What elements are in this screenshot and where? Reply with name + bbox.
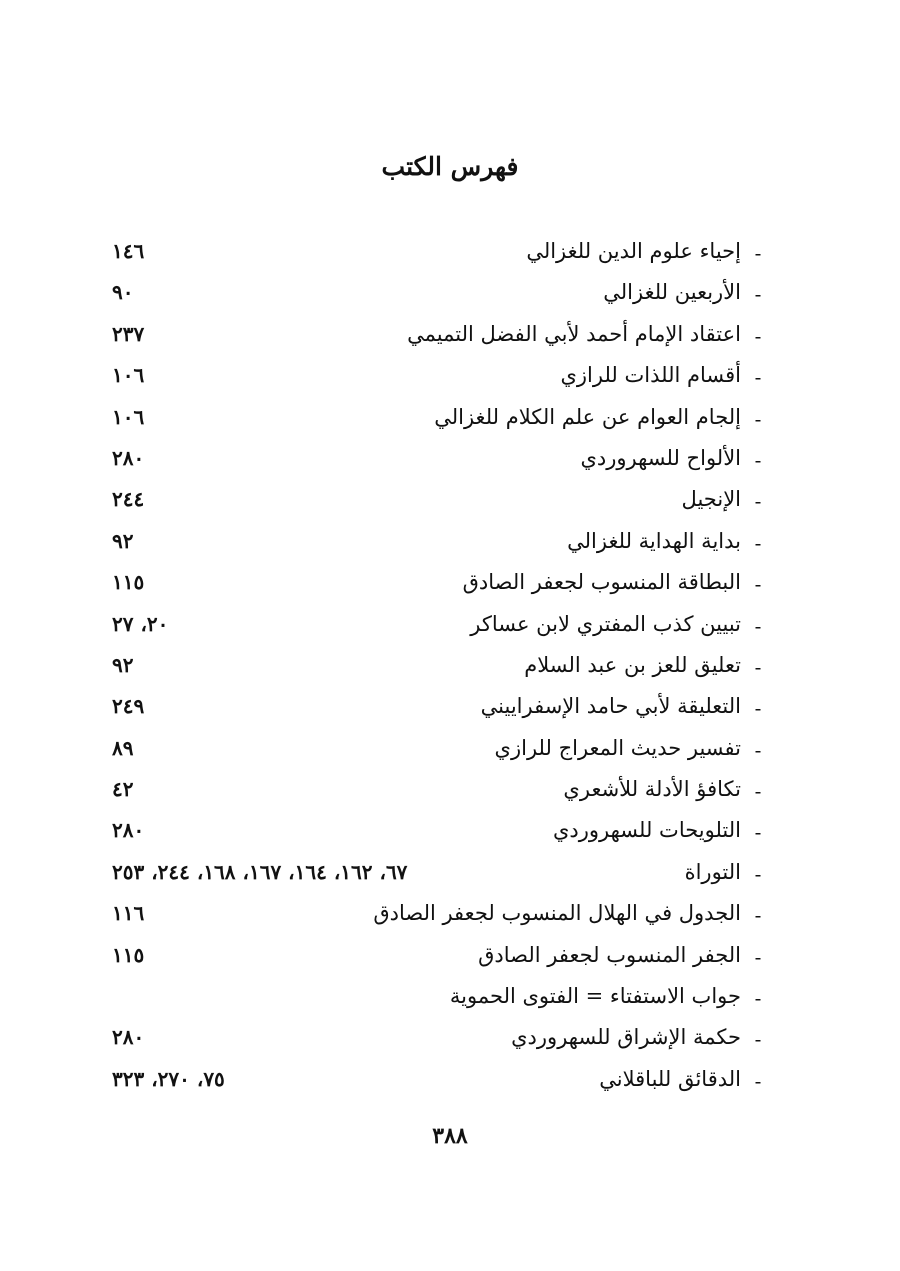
entry-dash: -: [754, 861, 762, 886]
entry-dash: -: [754, 406, 762, 431]
entry-dash: -: [754, 241, 762, 265]
entry-pages: ١١٥: [112, 942, 145, 967]
list-item: [112, 235, 768, 276]
entry-title: اعتقاد الإمام أحمد لأبي الفضل التميمي: [407, 321, 741, 346]
entry-pages: ١٠٦: [112, 404, 145, 429]
entry-dash: -: [754, 779, 762, 804]
entry-pages: ١٠٦: [112, 363, 145, 388]
entry-dash: -: [754, 530, 762, 555]
list-item: [112, 856, 768, 897]
entry-title: التلويحات للسهروردي: [552, 818, 741, 843]
entry-title: الجدول في الهلال المنسوب لجعفر الصادق: [373, 901, 741, 926]
entry-dash: -: [754, 613, 762, 638]
list-item: [112, 566, 768, 607]
index-list: [112, 235, 768, 1104]
entry-title: أقسام اللذات للرازي: [560, 363, 741, 388]
entry-title: الإنجيل: [681, 487, 741, 512]
entry-dash: -: [754, 903, 762, 928]
entry-pages: ٩٠: [112, 280, 134, 305]
entry-dash: -: [754, 737, 762, 762]
entry-pages: ١١٥: [112, 570, 145, 595]
entry-title: الجفر المنسوب لجعفر الصادق: [478, 942, 741, 967]
entry-pages: ٢٣٧: [112, 321, 145, 346]
entry-pages: ٩٢: [112, 652, 134, 677]
entry-title: تعليق للعز بن عبد السلام: [524, 652, 741, 677]
list-item: [112, 359, 768, 400]
entry-title: الدقائق للباقلاني: [599, 1066, 741, 1091]
entry-title: الألواح للسهروردي: [580, 445, 741, 470]
list-item: [112, 442, 768, 483]
entry-pages: ٢٠، ٢٧: [112, 611, 169, 636]
entry-dash: -: [754, 1027, 762, 1052]
entry-title: البطاقة المنسوب لجعفر الصادق: [462, 570, 741, 595]
list-item: [112, 939, 768, 980]
entry-dash: -: [754, 572, 762, 597]
entry-pages: ٢٤٩: [112, 694, 145, 719]
list-item: [112, 276, 768, 317]
list-item: [112, 483, 768, 524]
entry-pages: ٢٤٤: [112, 487, 145, 512]
entry-pages: ٢٨٠: [112, 1025, 145, 1050]
list-item: [112, 814, 768, 855]
entry-pages: ٢٨٠: [112, 818, 145, 843]
entry-dash: -: [754, 447, 762, 472]
entry-dash: -: [754, 365, 762, 390]
entry-title: الأربعين للغزالي: [603, 280, 741, 305]
page-number: ٣٨٨: [432, 1123, 468, 1149]
entry-pages: ٦٧، ١٦٢، ١٦٤، ١٦٧، ١٦٨، ٢٤٤، ٢٥٣: [112, 859, 408, 884]
entry-dash: -: [754, 489, 762, 514]
entry-dash: -: [754, 654, 762, 679]
list-item: [112, 649, 768, 690]
entry-pages: ١٤٦: [112, 239, 145, 263]
list-item: [112, 897, 768, 938]
list-item: [112, 318, 768, 359]
list-item: [112, 525, 768, 566]
entry-dash: -: [754, 944, 762, 969]
entry-title: التوراة: [684, 859, 741, 884]
entry-title: بداية الهداية للغزالي: [567, 528, 741, 553]
entry-title: إلجام العوام عن علم الكلام للغزالي: [434, 404, 741, 429]
list-item: [112, 401, 768, 442]
entry-dash: -: [754, 282, 762, 307]
entry-title: جواب الاستفتاء = الفتوى الحموية: [449, 984, 741, 1009]
entry-title: التعليقة لأبي حامد الإسفراييني: [480, 694, 741, 719]
entry-title: تبيين كذب المفتري لابن عساكر: [470, 611, 741, 636]
entry-title: تكافؤ الأدلة للأشعري: [563, 777, 741, 802]
entry-dash: -: [754, 820, 762, 845]
list-item: [112, 1063, 768, 1104]
entry-pages: ١١٦: [112, 901, 145, 926]
entry-dash: -: [754, 696, 762, 721]
entry-dash: -: [754, 1068, 762, 1093]
entry-pages: ٢٨٠: [112, 445, 145, 470]
entry-pages: ٤٢: [112, 777, 134, 802]
list-item: [112, 1021, 768, 1062]
entry-dash: -: [754, 323, 762, 348]
entry-title: إحياء علوم الدين للغزالي: [526, 239, 741, 263]
entry-pages: ٩٢: [112, 528, 134, 553]
list-item: [112, 732, 768, 773]
entry-pages: ٧٥، ٢٧٠، ٣٢٣: [112, 1066, 225, 1091]
entry-pages: ٨٩: [112, 735, 134, 760]
list-item: [112, 690, 768, 731]
page-title: فهرس الكتب: [381, 152, 519, 181]
entry-title: تفسير حديث المعراج للرازي: [494, 735, 741, 760]
entry-title: حكمة الإشراق للسهروردي: [511, 1025, 741, 1050]
list-item: [112, 980, 768, 1021]
list-item: [112, 608, 768, 649]
list-item: [112, 773, 768, 814]
entry-dash: -: [754, 986, 762, 1011]
